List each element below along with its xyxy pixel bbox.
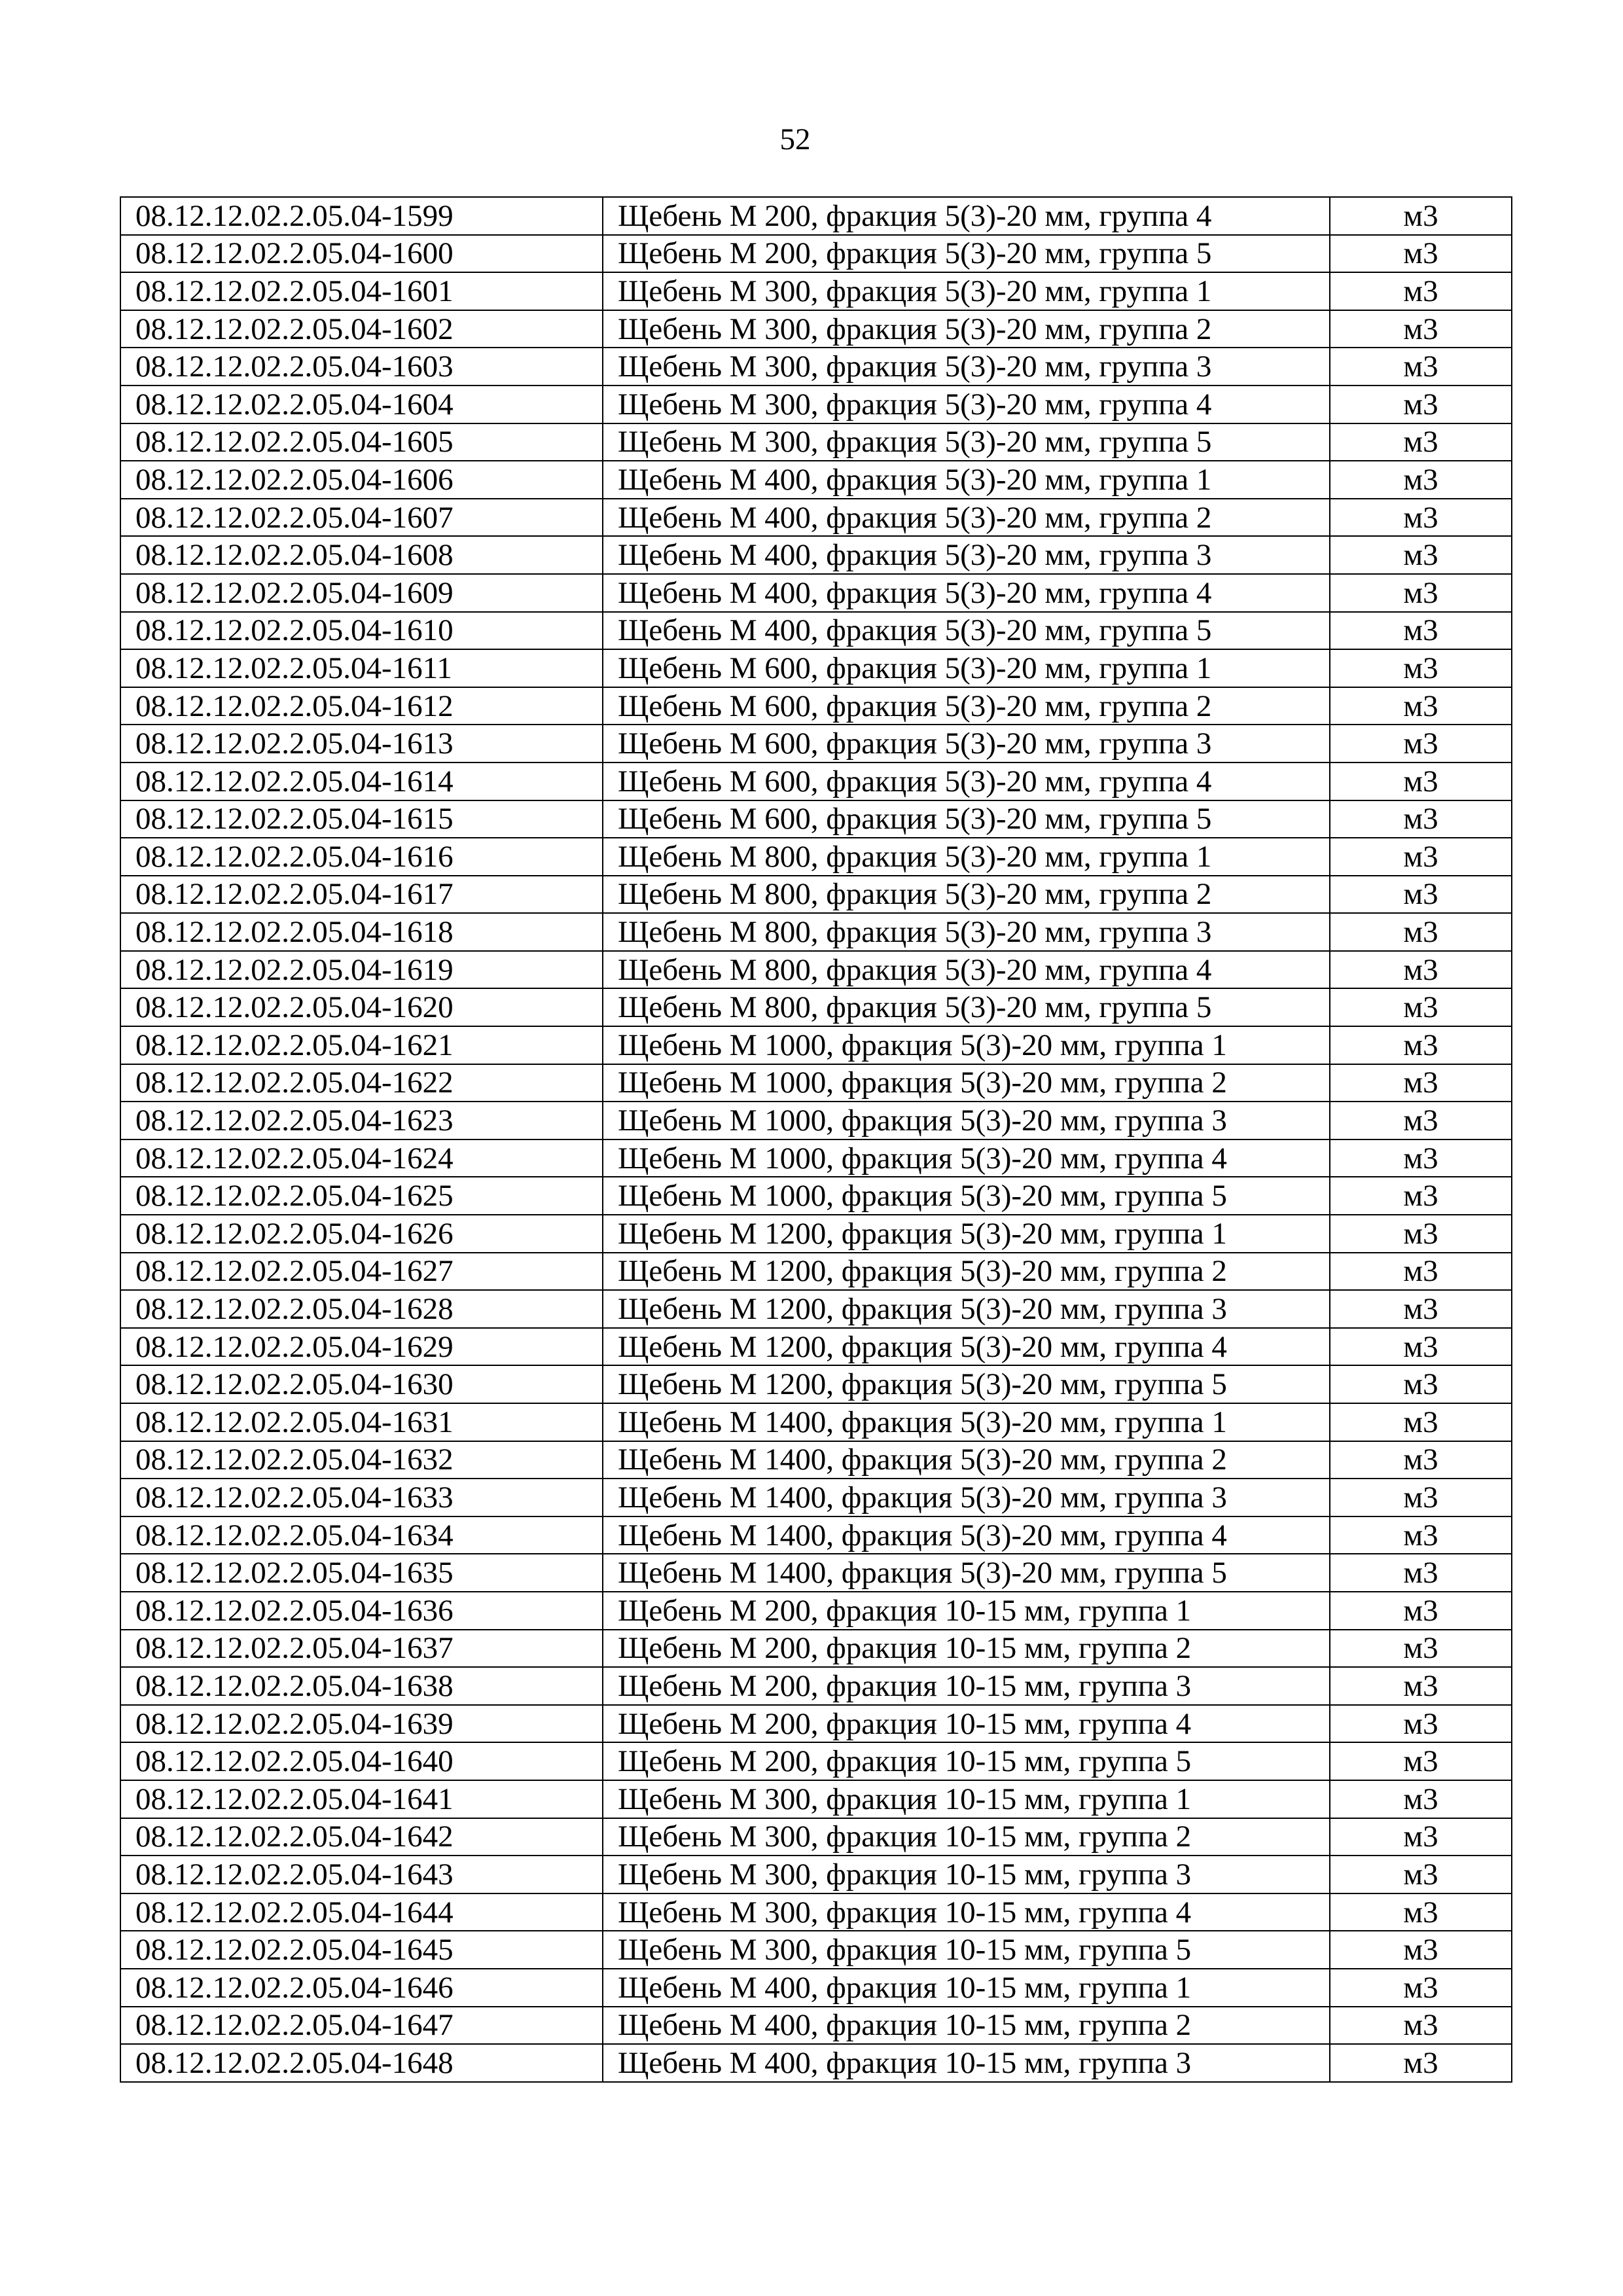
name-cell: Щебень М 200, фракция 10-15 мм, группа 4 — [603, 1705, 1330, 1743]
unit-cell: м3 — [1330, 499, 1512, 537]
name-cell: Щебень М 1400, фракция 5(3)-20 мм, группа 3 — [603, 1479, 1330, 1516]
name-cell: Щебень М 400, фракция 5(3)-20 мм, группа 1 — [603, 461, 1330, 499]
name-cell: Щебень М 800, фракция 5(3)-20 мм, группа 1 — [603, 838, 1330, 876]
unit-cell: м3 — [1330, 687, 1512, 725]
code-cell: 08.12.12.02.2.05.04-1628 — [120, 1290, 603, 1328]
table-row — [120, 1328, 1512, 1366]
unit-cell: м3 — [1330, 1818, 1512, 1856]
name-cell: Щебень М 1400, фракция 5(3)-20 мм, группа 4 — [603, 1516, 1330, 1554]
name-cell: Щебень М 200, фракция 10-15 мм, группа 2 — [603, 1630, 1330, 1668]
unit-cell: м3 — [1330, 1742, 1512, 1780]
unit-cell: м3 — [1330, 951, 1512, 989]
name-cell: Щебень М 1200, фракция 5(3)-20 мм, группа 3 — [603, 1290, 1330, 1328]
code-cell: 08.12.12.02.2.05.04-1605 — [120, 423, 603, 461]
table-row — [120, 1667, 1512, 1705]
code-cell: 08.12.12.02.2.05.04-1631 — [120, 1403, 603, 1441]
table-row — [120, 348, 1512, 386]
unit-cell: м3 — [1330, 1516, 1512, 1554]
table-row — [120, 1177, 1512, 1215]
code-cell: 08.12.12.02.2.05.04-1642 — [120, 1818, 603, 1856]
table-row — [120, 687, 1512, 725]
unit-cell: м3 — [1330, 1630, 1512, 1668]
table-row — [120, 951, 1512, 989]
name-cell: Щебень М 1200, фракция 5(3)-20 мм, группа 2 — [603, 1253, 1330, 1291]
unit-cell: м3 — [1330, 1253, 1512, 1291]
code-cell: 08.12.12.02.2.05.04-1600 — [120, 235, 603, 273]
name-cell: Щебень М 1400, фракция 5(3)-20 мм, группа 2 — [603, 1441, 1330, 1479]
table-row — [120, 1139, 1512, 1177]
unit-cell: м3 — [1330, 1479, 1512, 1516]
name-cell: Щебень М 300, фракция 5(3)-20 мм, группа 5 — [603, 423, 1330, 461]
name-cell: Щебень М 400, фракция 5(3)-20 мм, группа 4 — [603, 574, 1330, 612]
name-cell: Щебень М 1200, фракция 5(3)-20 мм, группа 4 — [603, 1328, 1330, 1366]
code-cell: 08.12.12.02.2.05.04-1609 — [120, 574, 603, 612]
table-row — [120, 725, 1512, 762]
table-row — [120, 1479, 1512, 1516]
page-number: 52 — [779, 122, 811, 156]
unit-cell: м3 — [1330, 649, 1512, 687]
name-cell: Щебень М 300, фракция 5(3)-20 мм, группа 4 — [603, 386, 1330, 423]
table-body — [120, 197, 1512, 2082]
name-cell: Щебень М 600, фракция 5(3)-20 мм, группа 1 — [603, 649, 1330, 687]
code-cell: 08.12.12.02.2.05.04-1636 — [120, 1592, 603, 1630]
unit-cell: м3 — [1330, 1554, 1512, 1592]
table-row — [120, 1290, 1512, 1328]
table-row — [120, 1592, 1512, 1630]
unit-cell: м3 — [1330, 2007, 1512, 2045]
unit-cell: м3 — [1330, 2044, 1512, 2082]
code-cell: 08.12.12.02.2.05.04-1601 — [120, 272, 603, 310]
unit-cell: м3 — [1330, 235, 1512, 273]
table-row — [120, 1630, 1512, 1668]
code-cell: 08.12.12.02.2.05.04-1632 — [120, 1441, 603, 1479]
unit-cell: м3 — [1330, 988, 1512, 1026]
unit-cell: м3 — [1330, 612, 1512, 650]
name-cell: Щебень М 600, фракция 5(3)-20 мм, группа 5 — [603, 800, 1330, 838]
code-cell: 08.12.12.02.2.05.04-1623 — [120, 1102, 603, 1139]
name-cell: Щебень М 600, фракция 5(3)-20 мм, группа 4 — [603, 762, 1330, 800]
name-cell: Щебень М 1200, фракция 5(3)-20 мм, группа 5 — [603, 1365, 1330, 1403]
table-row — [120, 2007, 1512, 2045]
unit-cell: м3 — [1330, 1026, 1512, 1064]
code-cell: 08.12.12.02.2.05.04-1613 — [120, 725, 603, 762]
table-row — [120, 913, 1512, 951]
name-cell: Щебень М 300, фракция 10-15 мм, группа 1 — [603, 1780, 1330, 1818]
name-cell: Щебень М 200, фракция 10-15 мм, группа 5 — [603, 1742, 1330, 1780]
table-row — [120, 762, 1512, 800]
unit-cell: м3 — [1330, 1177, 1512, 1215]
table-row — [120, 536, 1512, 574]
name-cell: Щебень М 400, фракция 5(3)-20 мм, группа 3 — [603, 536, 1330, 574]
name-cell: Щебень М 300, фракция 10-15 мм, группа 4 — [603, 1893, 1330, 1931]
name-cell: Щебень М 300, фракция 5(3)-20 мм, группа 3 — [603, 348, 1330, 386]
unit-cell: м3 — [1330, 348, 1512, 386]
name-cell: Щебень М 1000, фракция 5(3)-20 мм, группа 3 — [603, 1102, 1330, 1139]
unit-cell: м3 — [1330, 461, 1512, 499]
unit-cell: м3 — [1330, 1592, 1512, 1630]
name-cell: Щебень М 300, фракция 10-15 мм, группа 2 — [603, 1818, 1330, 1856]
unit-cell: м3 — [1330, 423, 1512, 461]
table-row — [120, 1403, 1512, 1441]
name-cell: Щебень М 400, фракция 5(3)-20 мм, группа 2 — [603, 499, 1330, 537]
code-cell: 08.12.12.02.2.05.04-1647 — [120, 2007, 603, 2045]
unit-cell: м3 — [1330, 310, 1512, 348]
table-row — [120, 612, 1512, 650]
table-row — [120, 1969, 1512, 2007]
name-cell: Щебень М 1000, фракция 5(3)-20 мм, группа 5 — [603, 1177, 1330, 1215]
code-cell: 08.12.12.02.2.05.04-1633 — [120, 1479, 603, 1516]
unit-cell: м3 — [1330, 1139, 1512, 1177]
table-row — [120, 1818, 1512, 1856]
table-row — [120, 499, 1512, 537]
table-row — [120, 1893, 1512, 1931]
unit-cell: м3 — [1330, 762, 1512, 800]
name-cell: Щебень М 1000, фракция 5(3)-20 мм, группа 4 — [603, 1139, 1330, 1177]
code-cell: 08.12.12.02.2.05.04-1630 — [120, 1365, 603, 1403]
table-row — [120, 1780, 1512, 1818]
name-cell: Щебень М 400, фракция 10-15 мм, группа 2 — [603, 2007, 1330, 2045]
code-cell: 08.12.12.02.2.05.04-1624 — [120, 1139, 603, 1177]
code-cell: 08.12.12.02.2.05.04-1638 — [120, 1667, 603, 1705]
code-cell: 08.12.12.02.2.05.04-1641 — [120, 1780, 603, 1818]
name-cell: Щебень М 300, фракция 5(3)-20 мм, группа 2 — [603, 310, 1330, 348]
code-cell: 08.12.12.02.2.05.04-1625 — [120, 1177, 603, 1215]
unit-cell: м3 — [1330, 1365, 1512, 1403]
resource-table — [120, 196, 1512, 2083]
code-cell: 08.12.12.02.2.05.04-1611 — [120, 649, 603, 687]
code-cell: 08.12.12.02.2.05.04-1603 — [120, 348, 603, 386]
unit-cell: м3 — [1330, 272, 1512, 310]
code-cell: 08.12.12.02.2.05.04-1608 — [120, 536, 603, 574]
table-row — [120, 1705, 1512, 1743]
code-cell: 08.12.12.02.2.05.04-1626 — [120, 1215, 603, 1253]
table-row — [120, 1516, 1512, 1554]
table-row — [120, 1102, 1512, 1139]
unit-cell: м3 — [1330, 838, 1512, 876]
table-row — [120, 1026, 1512, 1064]
name-cell: Щебень М 400, фракция 10-15 мм, группа 1 — [603, 1969, 1330, 2007]
table-row — [120, 2044, 1512, 2082]
code-cell: 08.12.12.02.2.05.04-1606 — [120, 461, 603, 499]
code-cell: 08.12.12.02.2.05.04-1634 — [120, 1516, 603, 1554]
table-row — [120, 876, 1512, 914]
code-cell: 08.12.12.02.2.05.04-1599 — [120, 197, 603, 235]
code-cell: 08.12.12.02.2.05.04-1646 — [120, 1969, 603, 2007]
code-cell: 08.12.12.02.2.05.04-1615 — [120, 800, 603, 838]
unit-cell: м3 — [1330, 536, 1512, 574]
table-row — [120, 838, 1512, 876]
table-row — [120, 800, 1512, 838]
name-cell: Щебень М 1000, фракция 5(3)-20 мм, группа 2 — [603, 1064, 1330, 1102]
unit-cell: м3 — [1330, 386, 1512, 423]
code-cell: 08.12.12.02.2.05.04-1627 — [120, 1253, 603, 1291]
name-cell: Щебень М 400, фракция 5(3)-20 мм, группа 5 — [603, 612, 1330, 650]
code-cell: 08.12.12.02.2.05.04-1620 — [120, 988, 603, 1026]
table-row — [120, 310, 1512, 348]
table-row — [120, 1931, 1512, 1969]
table-row — [120, 423, 1512, 461]
code-cell: 08.12.12.02.2.05.04-1643 — [120, 1856, 603, 1893]
table-row — [120, 461, 1512, 499]
name-cell: Щебень М 1400, фракция 5(3)-20 мм, группа 1 — [603, 1403, 1330, 1441]
code-cell: 08.12.12.02.2.05.04-1621 — [120, 1026, 603, 1064]
table-row — [120, 386, 1512, 423]
unit-cell: м3 — [1330, 1328, 1512, 1366]
code-cell: 08.12.12.02.2.05.04-1618 — [120, 913, 603, 951]
unit-cell: м3 — [1330, 1705, 1512, 1743]
unit-cell: м3 — [1330, 913, 1512, 951]
code-cell: 08.12.12.02.2.05.04-1648 — [120, 2044, 603, 2082]
table-row — [120, 1365, 1512, 1403]
code-cell: 08.12.12.02.2.05.04-1622 — [120, 1064, 603, 1102]
table-row — [120, 1856, 1512, 1893]
code-cell: 08.12.12.02.2.05.04-1637 — [120, 1630, 603, 1668]
name-cell: Щебень М 200, фракция 10-15 мм, группа 3 — [603, 1667, 1330, 1705]
code-cell: 08.12.12.02.2.05.04-1644 — [120, 1893, 603, 1931]
code-cell: 08.12.12.02.2.05.04-1639 — [120, 1705, 603, 1743]
code-cell: 08.12.12.02.2.05.04-1604 — [120, 386, 603, 423]
unit-cell: м3 — [1330, 725, 1512, 762]
code-cell: 08.12.12.02.2.05.04-1602 — [120, 310, 603, 348]
code-cell: 08.12.12.02.2.05.04-1610 — [120, 612, 603, 650]
unit-cell: м3 — [1330, 1969, 1512, 2007]
code-cell: 08.12.12.02.2.05.04-1619 — [120, 951, 603, 989]
name-cell: Щебень М 300, фракция 5(3)-20 мм, группа 1 — [603, 272, 1330, 310]
table-row — [120, 235, 1512, 273]
name-cell: Щебень М 800, фракция 5(3)-20 мм, группа 2 — [603, 876, 1330, 914]
code-cell: 08.12.12.02.2.05.04-1614 — [120, 762, 603, 800]
unit-cell: м3 — [1330, 1856, 1512, 1893]
code-cell: 08.12.12.02.2.05.04-1616 — [120, 838, 603, 876]
table-row — [120, 988, 1512, 1026]
unit-cell: м3 — [1330, 1667, 1512, 1705]
unit-cell: м3 — [1330, 1102, 1512, 1139]
name-cell: Щебень М 1400, фракция 5(3)-20 мм, группа 5 — [603, 1554, 1330, 1592]
table-row — [120, 197, 1512, 235]
table-row — [120, 1441, 1512, 1479]
code-cell: 08.12.12.02.2.05.04-1612 — [120, 687, 603, 725]
code-cell: 08.12.12.02.2.05.04-1640 — [120, 1742, 603, 1780]
name-cell: Щебень М 200, фракция 10-15 мм, группа 1 — [603, 1592, 1330, 1630]
name-cell: Щебень М 800, фракция 5(3)-20 мм, группа 5 — [603, 988, 1330, 1026]
name-cell: Щебень М 800, фракция 5(3)-20 мм, группа 4 — [603, 951, 1330, 989]
code-cell: 08.12.12.02.2.05.04-1635 — [120, 1554, 603, 1592]
table-row — [120, 574, 1512, 612]
name-cell: Щебень М 600, фракция 5(3)-20 мм, группа 3 — [603, 725, 1330, 762]
name-cell: Щебень М 1200, фракция 5(3)-20 мм, группа 1 — [603, 1215, 1330, 1253]
code-cell: 08.12.12.02.2.05.04-1645 — [120, 1931, 603, 1969]
unit-cell: м3 — [1330, 197, 1512, 235]
name-cell: Щебень М 1000, фракция 5(3)-20 мм, группа 1 — [603, 1026, 1330, 1064]
table-row — [120, 1742, 1512, 1780]
name-cell: Щебень М 300, фракция 10-15 мм, группа 3 — [603, 1856, 1330, 1893]
code-cell: 08.12.12.02.2.05.04-1629 — [120, 1328, 603, 1366]
unit-cell: м3 — [1330, 574, 1512, 612]
name-cell: Щебень М 600, фракция 5(3)-20 мм, группа 2 — [603, 687, 1330, 725]
name-cell: Щебень М 800, фракция 5(3)-20 мм, группа 3 — [603, 913, 1330, 951]
name-cell: Щебень М 200, фракция 5(3)-20 мм, группа 4 — [603, 197, 1330, 235]
unit-cell: м3 — [1330, 1893, 1512, 1931]
table-row — [120, 272, 1512, 310]
unit-cell: м3 — [1330, 1931, 1512, 1969]
name-cell: Щебень М 300, фракция 10-15 мм, группа 5 — [603, 1931, 1330, 1969]
unit-cell: м3 — [1330, 1290, 1512, 1328]
name-cell: Щебень М 400, фракция 10-15 мм, группа 3 — [603, 2044, 1330, 2082]
name-cell: Щебень М 200, фракция 5(3)-20 мм, группа 5 — [603, 235, 1330, 273]
table-row — [120, 1215, 1512, 1253]
table-row — [120, 1554, 1512, 1592]
code-cell: 08.12.12.02.2.05.04-1607 — [120, 499, 603, 537]
unit-cell: м3 — [1330, 1780, 1512, 1818]
code-cell: 08.12.12.02.2.05.04-1617 — [120, 876, 603, 914]
unit-cell: м3 — [1330, 800, 1512, 838]
unit-cell: м3 — [1330, 1064, 1512, 1102]
table-row — [120, 1064, 1512, 1102]
unit-cell: м3 — [1330, 1441, 1512, 1479]
unit-cell: м3 — [1330, 1403, 1512, 1441]
unit-cell: м3 — [1330, 876, 1512, 914]
unit-cell: м3 — [1330, 1215, 1512, 1253]
table-row — [120, 649, 1512, 687]
table-row — [120, 1253, 1512, 1291]
